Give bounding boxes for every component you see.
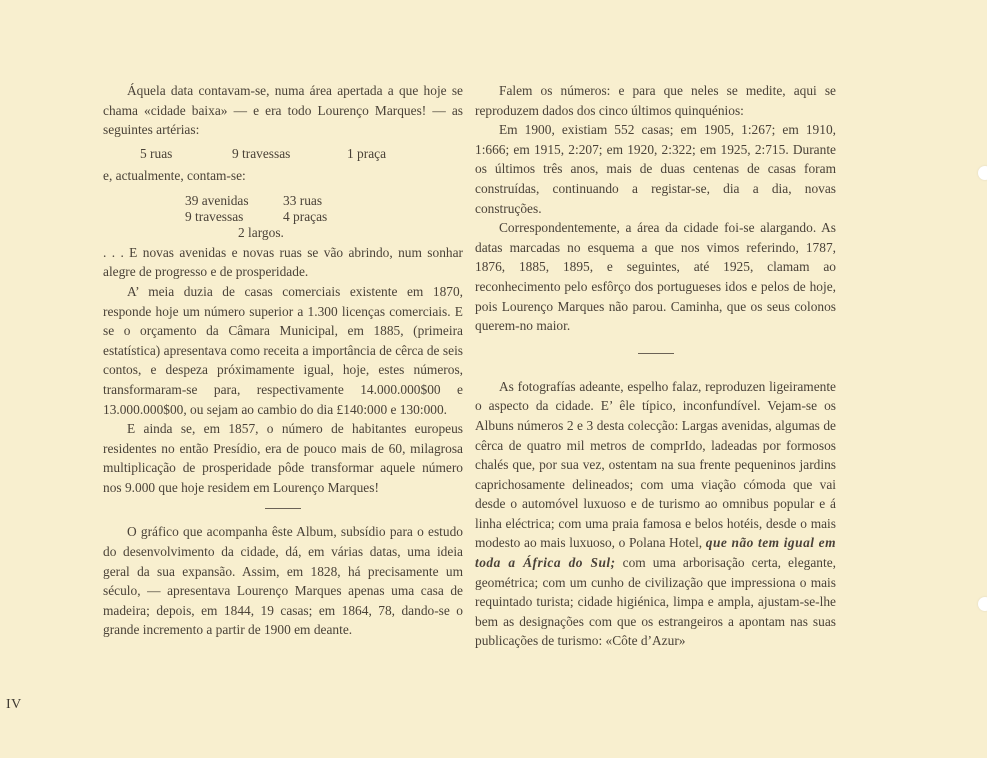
current-intro: e, actualmente, contam-se:	[103, 168, 246, 184]
count-ruas: 33 ruas	[283, 192, 323, 208]
old-count-ruas: 5 ruas	[140, 145, 173, 161]
paragraph-habitantes: E ainda se, em 1857, o número de habitantes europeus residentes no então Presídio, era de pouco mais de 60, milagrosa multiplicação de prosperidade pôde transformar aquele número nos 9.000 que hoje residem em Lourenço Marques!	[103, 421, 463, 495]
binder-hole-top	[978, 166, 987, 180]
count-avenidas: 39 avenidas	[185, 192, 249, 208]
old-count-travessas: 9 travessas	[232, 145, 291, 161]
intro-paragraph: Áquela data contavam-se, numa área apertada a que hoje se chama «cidade baixa» — e era todo Lourenço Marques! — as seguintes artérias:	[103, 83, 463, 138]
paragraph-area: Correspondentemente, a área da cidade foi-se alargando. As datas marcadas no esquema a que nos vimos referindo, 1787, 1876, 1885, 1895, e seguintes, até 1925, clamam ao reconhecimento pelo esfôrço dos portugueses idos e pelos de hoje, pois Lourenço Marques não parou. Caminha, que os seus colonos querem-no maior.	[475, 220, 836, 334]
left-column	[103, 81, 463, 640]
old-count-praca: 1 praça	[347, 145, 387, 161]
old-counts-row	[103, 144, 463, 164]
paragraph-comercio: A’ meia duzia de casas comerciais existente em 1870, responde hoje um número superior a 1.300 licenças comerciais. E se o orçamento da Câmara Municipal, em 1885, (primeira estatística) apresentava como receita a importância de cêrca de seis contos, e despeza próximamente igual, hoje, estes números, transformaram-se para, respectivamente 14.000.000$00 e 13.000.000$00, ou sejam ao cambio do dia £140:000 e 130:000.	[103, 283, 463, 417]
binder-hole-bottom	[978, 597, 987, 611]
count-largos: 2 largos.	[238, 225, 284, 241]
section-divider	[265, 508, 301, 509]
paragraph-grafico: O gráfico que acompanha êste Album, subsídio para o estudo do desenvolvimento da cidade, dá, em várias datas, uma ideia geral da sua expansão. Assim, em 1828, há precisamente um século, — apresentava Lourenço Marques apenas uma casa de madeira; depois, em 1844, 19 casas; em 1864, 78, dando-se o grande incremento a partir de 1900 em deante.	[103, 524, 463, 638]
paragraph-fotografias	[475, 377, 836, 651]
paragraph-casas: Em 1900, existiam 552 casas; em 1905, 1:267; em 1910, 1:666; em 1915, 2:207; em 1920, 2:322; em 1925, 2:715. Durante os últimos três anos, mais de duas centenas de casas foram construídas, continuando a registar-se, dia a dia, novas construções.	[475, 122, 836, 216]
fotografias-text-1: As fotografías adeante, espelho falaz, reproduzen ligeiramente o aspecto da cidade. E’ êle típico, inconfundível. Vejam-se os Albuns números 2 e 3 desta colecção: Largas avenidas, algumas de cêrca de quatro mil metros de comprIdo, ladeadas por formosos chalés que, por sua vez, ostentam na sua frente pequeninos jardins caprichosamente delineados; com uma viação cómoda que vai desde o automóvel luxuoso e de turismo ao omnibus popular e á linha eléctrica; com uma praia famosa e belos hotéis, desde o mais modesto ao mais luxuoso, o Polana Hotel,	[475, 378, 836, 551]
current-counts-row-3	[103, 223, 463, 243]
fotografias-text-2: com uma arborisação certa, elegante, geométrica; com um cunho de civilização que impressiona o mais requintado turista; cidade higiénica, limpa e ampla, ajustam-se-lhe bem as designações com que os estrangeiros a apontam nas suas publicações de turismo: «Côte d’Azur»	[475, 555, 836, 649]
right-column	[475, 81, 836, 651]
count-travessas: 9 travessas	[185, 208, 244, 224]
page-number: IV	[6, 697, 22, 712]
paragraph-numeros: Falem os números: e para que neles se medite, aqui se reproduzem dados dos cinco últimos quinquénios:	[475, 83, 836, 118]
polana-emphasis: que não tem igual em toda a África do Sul;	[475, 535, 836, 571]
count-pracas: 4 praças	[283, 208, 328, 224]
paragraph-avenidas: . . . E novas avenidas e novas ruas se vão abrindo, num sonhar alegre de progresso e de prosperidade.	[103, 244, 463, 280]
section-divider	[638, 353, 674, 354]
